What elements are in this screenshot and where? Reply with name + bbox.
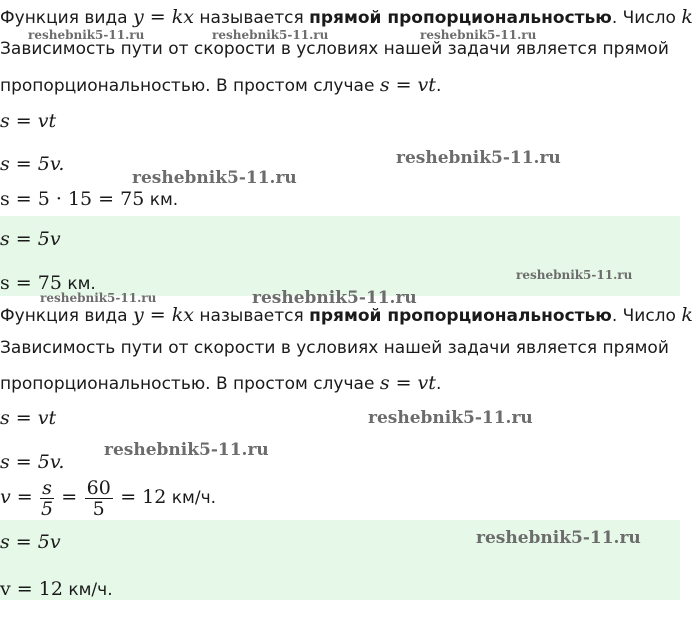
watermark: reshebnik5-11.ru: [28, 28, 145, 42]
result-12: = 12: [120, 486, 167, 508]
intro-middle: называется: [193, 8, 310, 28]
watermark: reshebnik5-11.ru: [368, 408, 533, 428]
watermark: reshebnik5-11.ru: [132, 168, 297, 188]
fraction-denominator: 5: [92, 497, 105, 520]
answer-s-5v: s = 5v: [0, 228, 61, 250]
answer-v-12-math: v = 12: [0, 578, 63, 600]
intro-prefix: Функция вида: [0, 8, 133, 28]
line3-end: .: [435, 76, 442, 96]
equation-s-vt: s = vt: [0, 110, 57, 132]
line3-text: пропорциональностью. В простом случае: [0, 76, 380, 96]
intro-suffix: . Число: [611, 306, 682, 326]
watermark: reshebnik5-11.ru: [104, 440, 269, 460]
explanation-line-2: Зависимость пути от скорости в условиях нашей задачи является прямой: [0, 39, 669, 59]
variable-k: k: [681, 6, 693, 28]
unit-kmh: км/ч.: [166, 488, 217, 508]
formula-s-vt: s = vt: [379, 74, 436, 96]
line3-end: .: [435, 374, 442, 394]
line3-text: пропорциональностью. В простом случае: [0, 374, 380, 394]
answer-box-1: [0, 216, 680, 296]
variable-k: k: [681, 304, 693, 326]
equation-s-5v: s = 5v.: [0, 451, 65, 473]
explanation-line-2: Зависимость пути от скорости в условиях нашей задачи является прямой: [0, 338, 669, 358]
watermark: reshebnik5-11.ru: [420, 28, 537, 42]
intro-suffix: . Число: [611, 8, 682, 28]
equation-s-5v: s = 5v.: [0, 153, 65, 175]
watermark: reshebnik5-11.ru: [516, 268, 633, 282]
intro-line-1: [0, 6, 693, 29]
unit-km: км.: [144, 190, 179, 210]
v-equals: v =: [0, 486, 33, 508]
term-direct-proportionality: прямой пропорциональностью: [309, 306, 612, 326]
fraction-numerator: 60: [86, 476, 111, 499]
equation-s-result-math: s = 5 · 15 = 75: [0, 188, 145, 210]
equation-s-vt: s = vt: [0, 407, 57, 429]
equation-v-fraction: [0, 475, 216, 520]
answer-v-12: [0, 578, 113, 601]
watermark: reshebnik5-11.ru: [252, 288, 417, 308]
explanation-line-3: [0, 372, 441, 395]
answer-s-75-math: s = 75: [0, 272, 62, 294]
formula-y-kx: y = kx: [132, 6, 194, 28]
explanation-line-3: [0, 74, 441, 97]
intro-middle: называется: [193, 306, 310, 326]
fraction-60-over-5: [85, 478, 113, 519]
watermark: reshebnik5-11.ru: [40, 291, 157, 305]
answer-unit-km: км.: [61, 274, 96, 294]
fraction-s-over-5: [40, 478, 54, 519]
answer-s-5v: s = 5v: [0, 531, 61, 553]
intro-prefix: Функция вида: [0, 306, 133, 326]
fraction-numerator: s: [42, 476, 52, 499]
equals-sign: =: [61, 486, 78, 508]
watermark: reshebnik5-11.ru: [212, 28, 329, 42]
term-direct-proportionality: прямой пропорциональностью: [309, 8, 612, 28]
watermark: reshebnik5-11.ru: [476, 528, 641, 548]
formula-s-vt: s = vt: [379, 372, 436, 394]
answer-unit-kmh: км/ч.: [62, 580, 113, 600]
formula-y-kx: y = kx: [132, 304, 194, 326]
watermark: reshebnik5-11.ru: [396, 148, 561, 168]
equation-s-result: [0, 188, 178, 211]
fraction-denominator: 5: [40, 497, 54, 520]
